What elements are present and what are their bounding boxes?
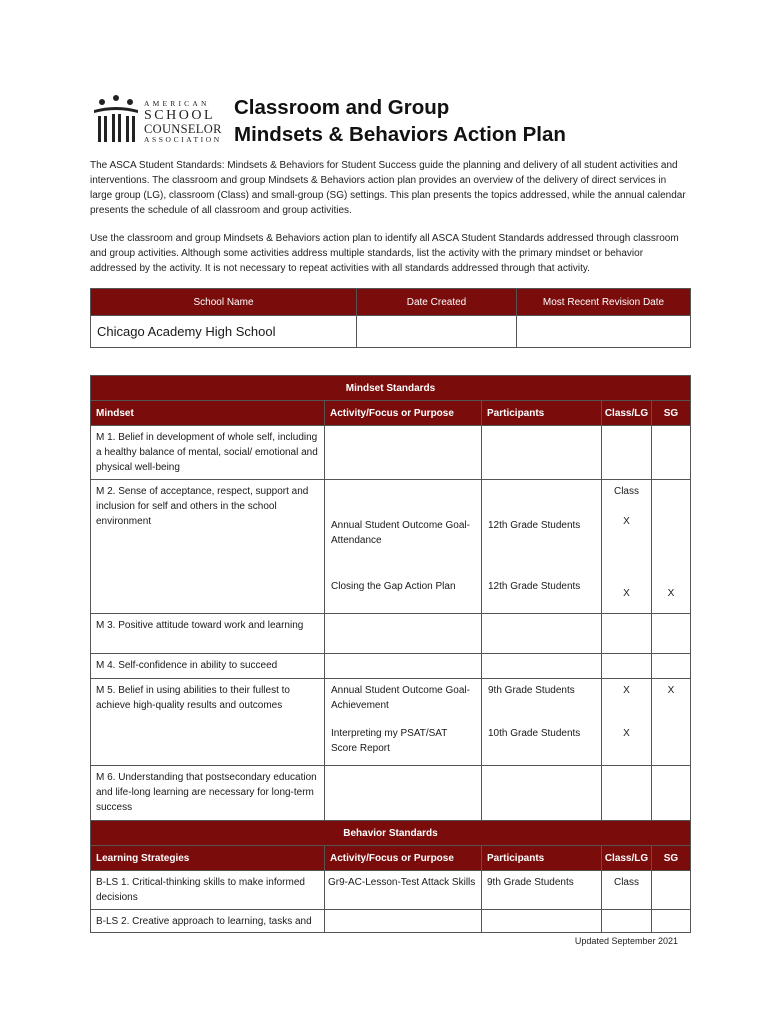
mindset-col-header: Mindset (91, 401, 325, 426)
sg-cell[interactable] (652, 871, 691, 910)
behavior-section-row (91, 821, 691, 846)
sg-mark: X (667, 685, 675, 696)
table-row (91, 766, 691, 821)
mindset-m4: M 4. Self-confidence in ability to succeed (91, 654, 325, 679)
class-lg-col-header: Class/LG (602, 401, 652, 426)
activity-col-header: Activity/Focus or Purpose (325, 401, 482, 426)
table-row (91, 480, 691, 614)
school-name-header: School Name (91, 289, 357, 316)
intro-paragraph-1: The ASCA Student Standards: Mindsets & Behaviors for Student Success guide the planning and delivery of all student activities and interventions. The classroom and group Mindsets & Behaviors action plan provides an overview of the delivery of direct services in large group (LG), classroom (Class) and small-group (SG) settings. This plan presents the topics addressed, while the annual calendar presents the schedule of all classroom and group activities. (90, 160, 686, 216)
mindset-m6: M 6. Understanding that postsecondary education and life-long learning are necessary for long-term success (91, 766, 325, 821)
school-name-cell[interactable]: Chicago Academy High School (91, 316, 357, 348)
date-created-header: Date Created (357, 289, 517, 316)
participants-cell: 9th Grade Students (482, 871, 602, 910)
participants-text: 12th Grade Students (488, 520, 581, 531)
table-row (91, 426, 691, 480)
behavior-column-headers (91, 846, 691, 871)
activity-text: Closing the Gap Action Plan (331, 581, 456, 592)
sg-cell[interactable] (652, 766, 691, 821)
class-mark: X (623, 728, 630, 739)
sg-cell (652, 480, 691, 614)
participants-cell[interactable] (482, 426, 602, 480)
table-row (91, 871, 691, 910)
class-cell: Class (602, 871, 652, 910)
activity-cell (325, 480, 482, 614)
asca-figures-icon (92, 94, 140, 146)
sg-cell[interactable] (652, 614, 691, 654)
participants-cell[interactable] (482, 654, 602, 679)
class-mark: X (623, 588, 630, 599)
sg-cell (652, 679, 691, 766)
table-row (91, 679, 691, 766)
revision-date-header: Most Recent Revision Date (517, 289, 691, 316)
title-line-2: Mindsets & Behaviors Action Plan (234, 123, 566, 146)
class-mark: X (623, 685, 630, 696)
footer-updated: Updated September 2021 (574, 936, 678, 946)
class-label: Class (613, 486, 639, 497)
logo-line-4: ASSOCIATION (144, 135, 222, 144)
asca-logo (90, 92, 230, 148)
participants-text: 9th Grade Students (488, 685, 575, 696)
activity-text: Interpreting my PSAT/SAT Score Report (331, 728, 448, 754)
table-row (91, 910, 691, 933)
logo-line-1: AMERICAN (144, 99, 210, 108)
activity-cell[interactable] (325, 614, 482, 654)
mindset-column-headers (91, 401, 691, 426)
mindset-section-title: Mindset Standards (91, 376, 691, 401)
document-header (90, 92, 690, 152)
school-info-row (91, 316, 691, 348)
participants-cell[interactable] (482, 614, 602, 654)
sg-col-header: SG (652, 401, 691, 426)
participants-col-header: Participants (482, 401, 602, 426)
school-info-table (90, 288, 691, 348)
activity-cell[interactable] (325, 910, 482, 933)
class-cell[interactable] (602, 426, 652, 480)
class-mark: X (623, 516, 630, 527)
mindset-section-row (91, 376, 691, 401)
activity-text: Annual Student Outcome Goal-Achievement (331, 685, 470, 711)
participants-text: 12th Grade Students (488, 581, 581, 592)
class-cell (602, 480, 652, 614)
sg-cell[interactable] (652, 910, 691, 933)
activity-cell (325, 679, 482, 766)
participants-cell[interactable] (482, 910, 602, 933)
activity-cell[interactable] (325, 766, 482, 821)
sg-cell[interactable] (652, 426, 691, 480)
logo-line-2: SCHOOL (144, 107, 216, 123)
logo-wordmark (144, 100, 222, 144)
class-cell[interactable] (602, 614, 652, 654)
participants-cell[interactable] (482, 766, 602, 821)
participants-col-header: Participants (482, 846, 602, 871)
behavior-bls2: B-LS 2. Creative approach to learning, tasks and (91, 910, 325, 933)
participants-cell (482, 480, 602, 614)
logo-line-3: COUNSELOR (144, 121, 222, 136)
table-row (91, 654, 691, 679)
activity-cell: Gr9-AC-Lesson-Test Attack Skills (325, 871, 482, 910)
sg-cell[interactable] (652, 654, 691, 679)
title-line-1: Classroom and Group (234, 96, 450, 119)
mindset-m3: M 3. Positive attitude toward work and learning (91, 614, 325, 654)
mindset-m5: M 5. Belief in using abilities to their fullest to achieve high-quality results and outcomes (91, 679, 325, 766)
activity-cell[interactable] (325, 654, 482, 679)
class-cell[interactable] (602, 654, 652, 679)
date-created-cell[interactable] (357, 316, 517, 348)
learning-strategies-col-header: Learning Strategies (91, 846, 325, 871)
school-info-header-row (91, 289, 691, 316)
activity-cell[interactable] (325, 426, 482, 480)
participants-cell (482, 679, 602, 766)
standards-table (90, 375, 691, 933)
class-lg-col-header: Class/LG (602, 846, 652, 871)
intro-paragraph-2: Use the classroom and group Mindsets & Behaviors action plan to identify all ASCA Student Standards addressed through classroom and group activities. Although some activities address multiple standards, list the activity with the primary mindset or behavior addressed by the activity. It is not necessary to repeat activities with all standards addressed through that activity. (90, 233, 679, 274)
sg-col-header: SG (652, 846, 691, 871)
table-row (91, 614, 691, 654)
class-cell[interactable] (602, 910, 652, 933)
sg-mark: X (667, 588, 675, 599)
behavior-section-title: Behavior Standards (91, 821, 691, 846)
participants-text: 10th Grade Students (488, 728, 581, 739)
page-title (234, 94, 566, 148)
activity-col-header: Activity/Focus or Purpose (325, 846, 482, 871)
class-cell (602, 679, 652, 766)
mindset-m1: M 1. Belief in development of whole self, including a healthy balance of mental, social/ emotional and physical well-being (91, 426, 325, 480)
mindset-m2: M 2. Sense of acceptance, respect, support and inclusion for self and others in the school environment (91, 480, 325, 614)
revision-date-cell[interactable] (517, 316, 691, 348)
class-cell[interactable] (602, 766, 652, 821)
behavior-bls1: B-LS 1. Critical-thinking skills to make informed decisions (91, 871, 325, 910)
activity-text: Annual Student Outcome Goal-Attendance (331, 520, 470, 546)
